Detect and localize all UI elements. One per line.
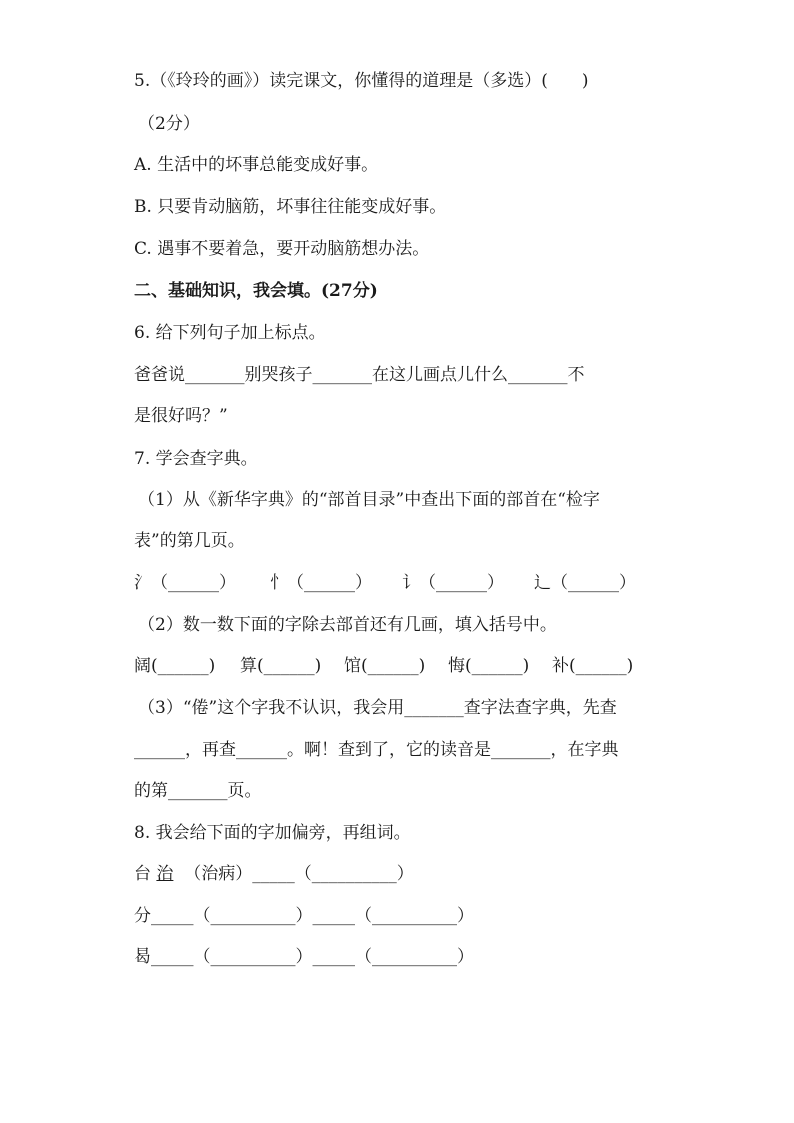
char-bu: 补(______): [552, 656, 634, 676]
q8-row1-rest: （治病）_____（__________）: [184, 864, 414, 884]
radical-speech: 讠（______）: [402, 573, 504, 593]
char-hui: 悔(______): [448, 656, 530, 676]
radical-heart: 忄（______）: [270, 573, 372, 593]
q5-score: （2分）: [138, 114, 200, 134]
q7-part2: （2）数一数下面的字除去部首还有几画，填入括号中。: [138, 615, 557, 635]
q8-title: 8. 我会给下面的字加偏旁，再组词。: [134, 823, 411, 843]
q5-option-b: B. 只要肯动脑筋，坏事往往能变成好事。: [134, 197, 447, 217]
q8-row1-example: 治: [156, 864, 174, 884]
q7-part1-line2: 表”的第几页。: [134, 531, 245, 551]
q8-row2: 分_____（__________）_____（__________）: [134, 906, 474, 926]
q8-row1-char: 台: [134, 864, 151, 884]
q7-part3-line2: ______，再查______。啊！查到了，它的读音是_______，在字典: [134, 740, 619, 760]
q6-sentence-line1: 爸爸说_______别哭孩子_______在这儿画点儿什么_______不: [134, 365, 585, 385]
q8-row3: 曷_____（__________）_____（__________）: [134, 947, 474, 967]
radical-walk: 辶（______）: [534, 573, 636, 593]
q7-part3-line3: 的第_______页。: [134, 781, 262, 801]
char-suan: 算(______): [240, 656, 322, 676]
q7-title: 7. 学会查字典。: [134, 449, 258, 469]
char-kuo: 阔(______): [134, 656, 216, 676]
q5-option-c: C. 遇事不要着急，要开动脑筋想办法。: [134, 239, 430, 259]
radical-water: 氵（______）: [134, 573, 236, 593]
q5-option-a: A. 生活中的坏事总能变成好事。: [134, 155, 379, 175]
section-heading: 二、基础知识，我会填。(27分): [134, 281, 378, 301]
char-guan: 馆(______): [344, 656, 426, 676]
q7-radicals-row: [0, 572, 794, 594]
q5-question: 5.（《玲玲的画》）读完课文，你懂得的道理是（多选）( ): [134, 71, 589, 91]
q6-title: 6. 给下列句子加上标点。: [134, 323, 326, 343]
q7-chars-row: [0, 655, 794, 677]
q8-row1: [134, 863, 414, 885]
q7-part3-line1: （3）“倦”这个字我不认识，我会用_______查字法查字典，先查: [138, 698, 617, 718]
q6-sentence-line2: 是很好吗？”: [134, 406, 228, 426]
q7-part1-line1: （1）从《新华字典》的“部首目录”中查出下面的部首在“检字: [138, 490, 600, 510]
